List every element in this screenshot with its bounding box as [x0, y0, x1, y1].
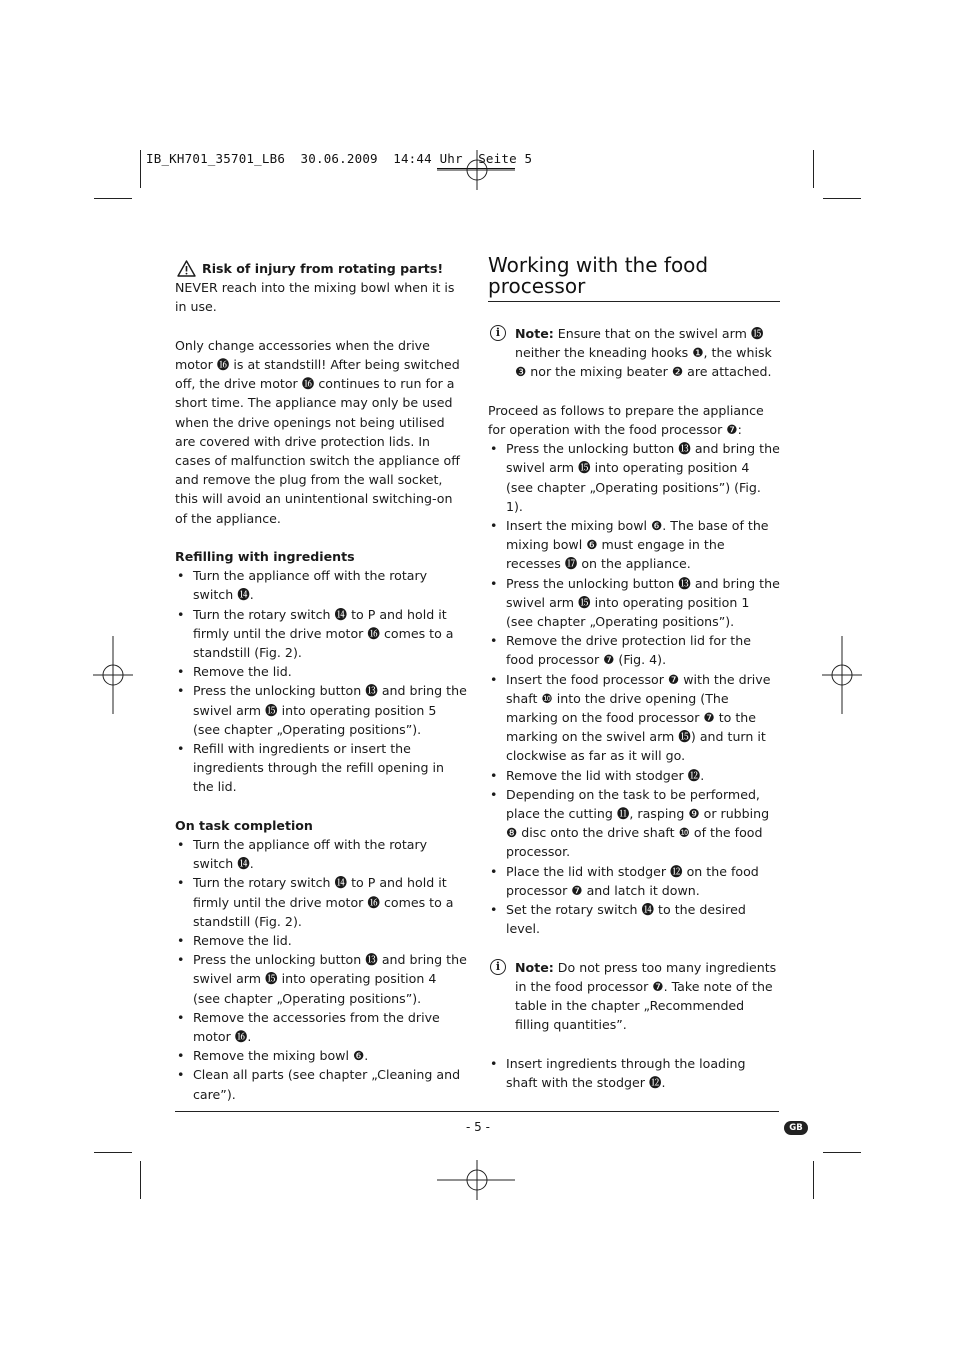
- list-item: • Insert the mixing bowl ❻. The base of the mixing bowl ❻ must engage in the recesses ⓱ on the appliance.: [488, 516, 780, 574]
- footer-rule: [175, 1111, 779, 1112]
- final-steps-list: [488, 1054, 780, 1092]
- list-item: • Remove the lid with stodger ⓬.: [488, 766, 780, 785]
- right-column: [488, 255, 780, 1092]
- warning-triangle-icon: [177, 260, 196, 277]
- warning-text: NEVER reach into the mixing bowl when it is in use.: [175, 280, 455, 315]
- section-heading: Working with the food processor: [488, 255, 780, 302]
- list-item: • Remove the accessories from the drive motor ⓰.: [175, 1008, 467, 1046]
- registration-mark-left: [93, 636, 133, 714]
- info-icon: i: [490, 325, 506, 341]
- list-item: • Remove the mixing bowl ❻.: [175, 1046, 467, 1065]
- list-item: • Refill with ingredients or insert the ingredients through the refill opening in the lid.: [175, 739, 467, 797]
- list-item: • Turn the rotary switch ⓮ to P and hold it firmly until the drive motor ⓰ comes to a standstill (Fig. 2).: [175, 873, 467, 931]
- list-item: • Turn the appliance off with the rotary switch ⓮.: [175, 566, 467, 604]
- note-label: Note:: [515, 326, 554, 341]
- left-column: [175, 259, 467, 1104]
- list-item: • Press the unlocking button ⓭ and bring the swivel arm ⓯ into operating position 5 (see chapter „Operating positions”).: [175, 681, 467, 739]
- list-item: • Insert ingredients through the loading shaft with the stodger ⓬.: [488, 1054, 780, 1092]
- crop-mark-tl-v: [140, 150, 141, 188]
- warning-title: Risk of injury from rotating parts!: [202, 261, 444, 276]
- steps-list: [488, 439, 780, 938]
- registration-mark-bottom: [437, 1160, 517, 1200]
- language-badge: GB: [784, 1121, 808, 1135]
- list-item: • Press the unlocking button ⓭ and bring the swivel arm ⓯ into operating position 4 (see chapter „Operating positions”).: [175, 950, 467, 1008]
- info-icon: i: [490, 959, 506, 975]
- completion-list: [175, 835, 467, 1104]
- list-item: • Depending on the task to be performed, place the cutting ⓫, rasping ❾ or rubbing ❽ disc onto the drive shaft ❿ of the food processor.: [488, 785, 780, 862]
- note-text: Do not press too many ingredients in the food processor ❼. Take note of the table in the chapter „Recommended filling quantities”.: [515, 959, 777, 1033]
- crop-mark-tr-h: [823, 198, 861, 199]
- list-item: • Turn the appliance off with the rotary switch ⓮.: [175, 835, 467, 873]
- refilling-list: [175, 566, 467, 796]
- note-label: Note:: [515, 959, 554, 975]
- list-item: • Turn the rotary switch ⓮ to P and hold it firmly until the drive motor ⓰ comes to a standstill (Fig. 2).: [175, 605, 467, 663]
- crop-mark-bl-h: [94, 1152, 132, 1153]
- list-item: • Remove the drive protection lid for the food processor ❼ (Fig. 4).: [488, 631, 780, 669]
- completion-heading: On task completion: [175, 817, 313, 833]
- list-item: • Place the lid with stodger ⓬ on the food processor ❼ and latch it down.: [488, 862, 780, 900]
- crop-mark-tr-v: [813, 150, 814, 188]
- refilling-heading: Refilling with ingredients: [175, 549, 355, 565]
- crop-mark-tl-h: [94, 198, 132, 199]
- list-item: • Set the rotary switch ⓮ to the desired level.: [488, 900, 780, 938]
- warning-heading: [175, 259, 467, 278]
- crop-mark-bl-v: [140, 1161, 141, 1199]
- list-item: • Insert the food processor ❼ with the drive shaft ❿ into the drive opening (The marking on the food processor ❼ to the marking on the swivel arm ⓯) and turn it clockwise as far as it will go.: [488, 670, 780, 766]
- note-1: [488, 324, 780, 382]
- list-item: • Clean all parts (see chapter „Cleaning and care”).: [175, 1065, 467, 1103]
- intro-paragraph: Proceed as follows to prepare the appliance for operation with the food processor ❼:: [488, 402, 764, 437]
- list-item: • Remove the lid.: [175, 662, 467, 681]
- note-2: [488, 958, 780, 1035]
- note-text: Ensure that on the swivel arm ⓯ neither the kneading hooks ❶, the whisk ❸ nor the mixing beater ❷ are attached.: [515, 326, 772, 380]
- page-number: - 5 -: [466, 1120, 490, 1134]
- crop-mark-br-v: [813, 1161, 814, 1199]
- crop-mark-br-h: [823, 1152, 861, 1153]
- list-item: • Remove the lid.: [175, 931, 467, 950]
- registration-mark-top: [437, 150, 517, 190]
- registration-mark-right: [822, 636, 862, 714]
- list-item: • Press the unlocking button ⓭ and bring the swivel arm ⓯ into operating position 1 (see chapter „Operating positions”).: [488, 574, 780, 632]
- accessories-paragraph: Only change accessories when the drive motor ⓰ is at standstill! After being switched off, the drive motor ⓰ continues to run for a short time. The appliance may only be used when the drive openings not being utilised are covered with drive protection lids. In cases of malfunction switch the appliance off and remove the plug from the wall socket, this will avoid an unintentional switching-on of the appliance.: [175, 337, 460, 526]
- list-item: • Press the unlocking button ⓭ and bring the swivel arm ⓯ into operating position 4 (see chapter „Operating positions”) (Fig. 1).: [488, 439, 780, 516]
- print-slug: IB_KH701_35701_LB6 30.06.2009 14:44 Uhr Seite 5: [146, 151, 533, 166]
